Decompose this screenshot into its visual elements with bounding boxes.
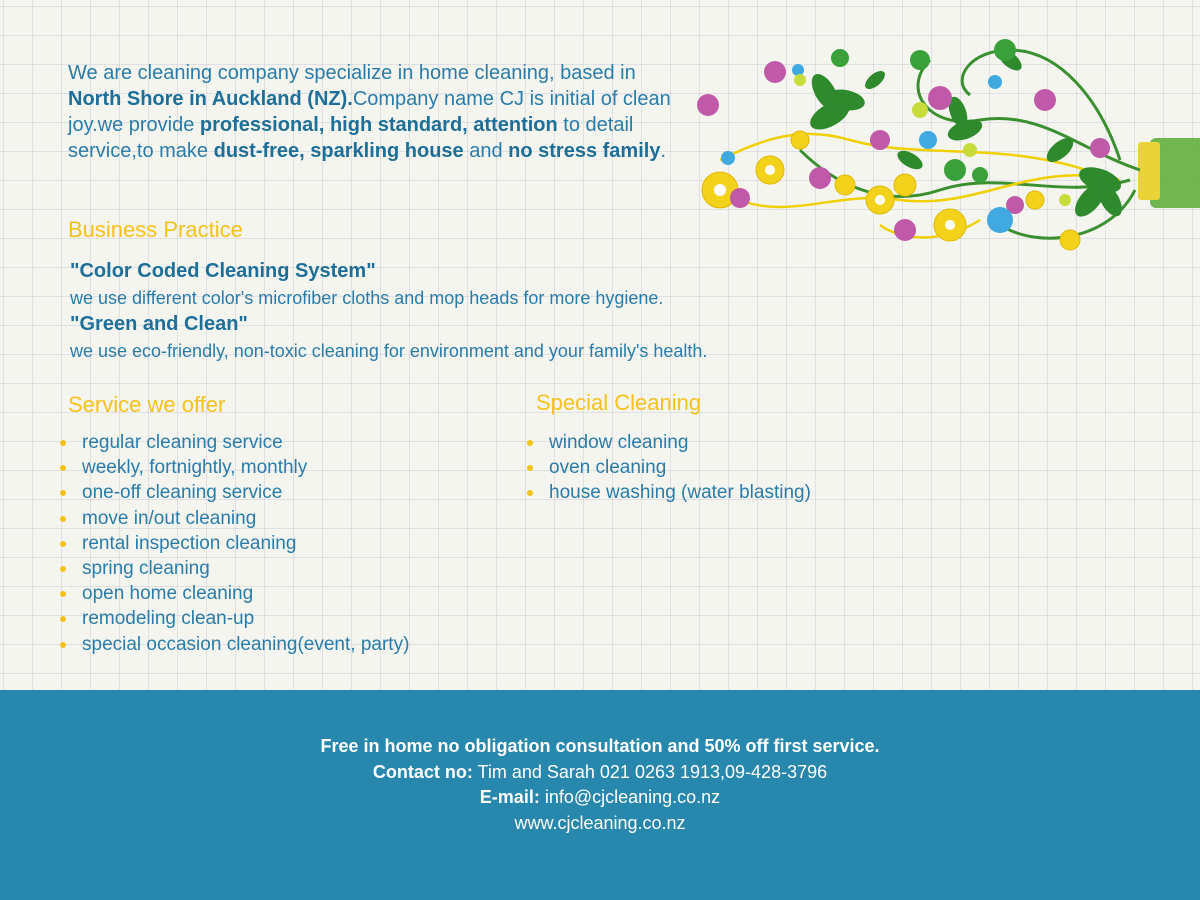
email-label: E-mail: [479, 787, 540, 807]
list-item [527, 430, 811, 455]
list-item-label: open home cleaning [82, 583, 254, 605]
practice-title: "Color Coded Cleaning System" [70, 260, 376, 282]
list-item-label: remodeling clean-up [82, 608, 255, 630]
list-item [60, 506, 409, 531]
list-item [60, 606, 409, 631]
contact-footer [0, 690, 1200, 900]
intro-text: . [660, 140, 667, 162]
bullet-icon [60, 591, 66, 597]
business-practice-list [70, 258, 890, 364]
bullet-icon [60, 490, 66, 496]
list-item-label: oven cleaning [549, 457, 667, 479]
bullet-icon [527, 465, 533, 471]
contact-label: Contact no: [372, 761, 473, 782]
flower-spray-bottle-icon [680, 30, 1200, 260]
list-item-label: house washing (water blasting) [549, 482, 811, 504]
list-item [527, 480, 811, 505]
list-item-label: one-off cleaning service [82, 482, 283, 504]
intro-paragraph [68, 60, 688, 164]
list-item [60, 581, 409, 606]
list-item [60, 531, 409, 556]
list-item-label: window cleaning [549, 432, 689, 453]
intro-highlight: professional, high standard, attention [199, 114, 558, 136]
bullet-icon [60, 616, 66, 622]
bullet-icon [60, 465, 66, 471]
email-value[interactable]: info@cjcleaning.co.nz [539, 787, 721, 807]
business-practice-heading: Business Practice [68, 217, 243, 242]
special-cleaning-list [527, 430, 811, 506]
practice-description: we use different color's microfiber cloths and mop heads for more hygiene. [70, 288, 664, 308]
list-item [60, 455, 409, 480]
list-item-label: move in/out cleaning [82, 507, 257, 529]
list-item [60, 430, 409, 455]
intro-text: We are cleaning company specialize in home cleaning, based in [68, 62, 636, 84]
services-heading: Service we offer [68, 392, 226, 417]
contact-value: Tim and Sarah 021 0263 1913,09-428-3796 [472, 761, 828, 782]
contact-line [0, 760, 1200, 786]
bullet-icon [60, 566, 66, 572]
list-item-label: rental inspection cleaning [82, 532, 297, 554]
intro-text: and [463, 140, 509, 162]
list-item-label: regular cleaning service [82, 432, 283, 453]
footer-text-block [0, 734, 1200, 836]
list-item-label: weekly, fortnightly, monthly [82, 457, 308, 479]
intro-text: to detail service,to make [68, 114, 634, 162]
practice-title: "Green and Clean" [70, 313, 248, 335]
services-list [60, 430, 409, 657]
list-item [60, 632, 409, 657]
special-cleaning-heading: Special Cleaning [536, 390, 702, 415]
practice-description: we use eco-friendly, non-toxic cleaning for environment and your family's health. [70, 341, 708, 361]
intro-text: Company name CJ is initial of clean joy.we provide [68, 88, 671, 136]
intro-highlight: dust-free, sparkling house [213, 140, 464, 162]
bullet-icon [60, 516, 66, 522]
intro-highlight: no stress family [508, 140, 661, 162]
offer-text: Free in home no obligation consultation and 50% off first service. [320, 736, 880, 756]
list-item [60, 556, 409, 581]
bullet-icon [60, 642, 66, 648]
list-item-label: spring cleaning [82, 558, 210, 580]
list-item [527, 455, 811, 480]
list-item-label: special occasion cleaning(event, party) [82, 633, 410, 655]
bullet-icon [527, 490, 533, 496]
email-line [0, 785, 1200, 811]
intro-location: North Shore in Auckland (NZ). [68, 88, 353, 110]
website-link[interactable]: www.cjcleaning.co.nz [514, 812, 686, 833]
bullet-icon [527, 440, 533, 446]
bullet-icon [60, 440, 66, 446]
bullet-icon [60, 541, 66, 547]
list-item [60, 480, 409, 505]
